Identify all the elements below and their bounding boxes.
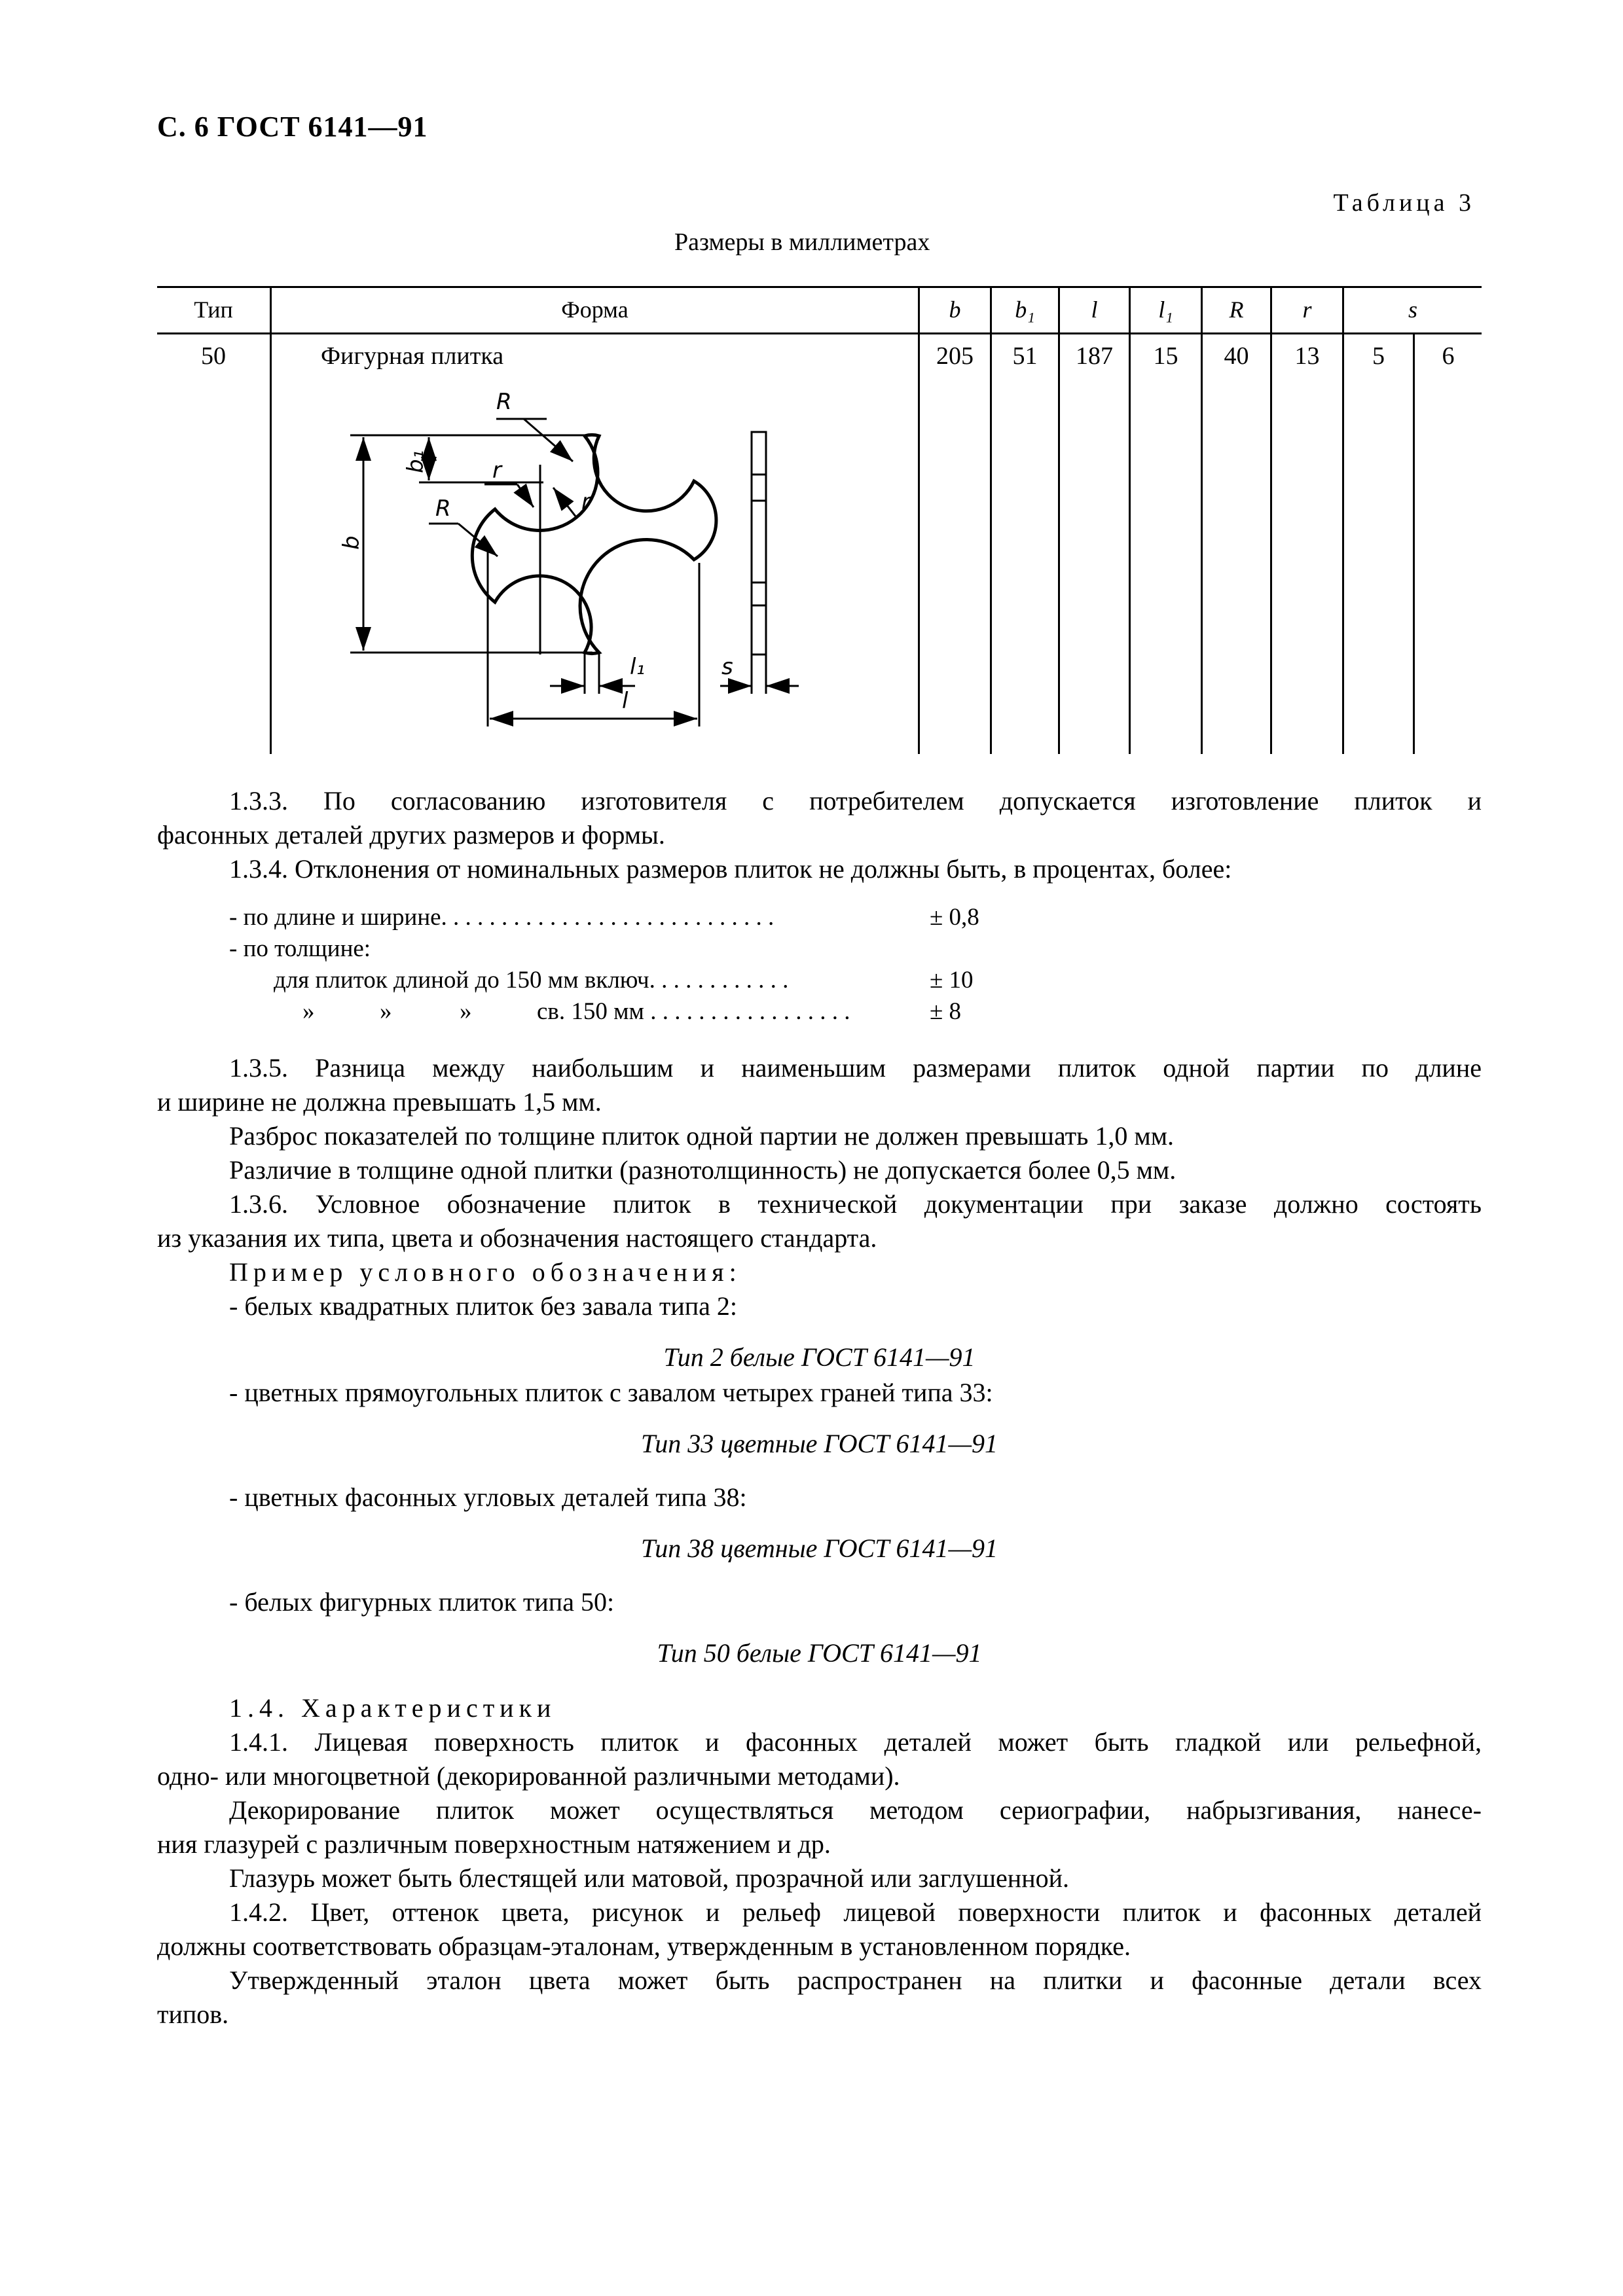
col-header-R: R (1229, 296, 1244, 323)
paragraph-1-3-3-line-1: 1.3.3. По согласованию изготовителя с потребителем допускается изготовление плиток и (229, 786, 1482, 816)
label-r-right: r (581, 489, 591, 515)
list-item-thickness-over-150: св. 150 мм . . . . . . . . . . . . . . . . . (537, 998, 850, 1025)
ditto-mark: » (460, 998, 472, 1025)
paragraph-1-4-2-line-2: должны соответствовать образцам-эталонам, утвержденным в установленном порядке. (157, 1931, 1131, 1961)
tile-technical-drawing (0, 0, 1623, 759)
leader-r-right (553, 488, 576, 517)
example-4-label: - белых фигурных плиток типа 50: (229, 1587, 615, 1617)
paragraph-1-4-1-line-1: 1.4.1. Лицевая поверхность плиток и фасонных деталей может быть гладкой или рельефной, (229, 1727, 1482, 1757)
list-value-length-width: ± 0,8 (930, 904, 979, 931)
paragraph-glaze: Глазурь может быть блестящей или матовой, прозрачной или заглушенной. (229, 1863, 1070, 1893)
label-b: b (338, 535, 365, 550)
example-2-label: - цветных прямоугольных плиток с завалом четырех граней типа 33: (229, 1378, 993, 1407)
list-item-length-width: - по длине и ширине. . . . . . . . . . . . . . . . . . . . . . . . . . . . (229, 904, 775, 931)
cell-r: 13 (1294, 342, 1320, 370)
cell-type: 50 (201, 342, 226, 370)
table-number: Таблица 3 (1333, 189, 1475, 217)
paragraph-1-4-2-line-1: 1.4.2. Цвет, оттенок цвета, рисунок и рельеф лицевой поверхности плиток и фасонных деталей (229, 1897, 1482, 1927)
paragraph-1-3-5-line-2: и ширине не должна превышать 1,5 мм. (157, 1087, 602, 1117)
leader-R-top-line (524, 419, 573, 461)
paragraph-etalon-line-2: типов. (157, 2000, 229, 2029)
list-value-thickness-upto-150: ± 10 (930, 967, 974, 994)
cell-l1: 15 (1153, 342, 1178, 370)
example-3-label: - цветных фасонных угловых деталей типа 38: (229, 1482, 747, 1512)
col-header-type: Тип (194, 296, 233, 323)
paragraph-thickness-difference: Различие в толщине одной плитки (разнотолщинность) не допускается более 0,5 мм. (229, 1155, 1176, 1185)
example-1-label: - белых квадратных плиток без завала типа 2: (229, 1291, 738, 1321)
paragraph-etalon-line-1: Утвержденный эталон цвета может быть распространен на плитки и фасонные детали всех (229, 1965, 1482, 1995)
col-header-form: Форма (561, 296, 629, 323)
col-header-r: r (1302, 296, 1312, 323)
example-1-code: Тип 2 белые ГОСТ 6141—91 (663, 1342, 976, 1372)
paragraph-1-3-6-line-1: 1.3.6. Условное обозначение плиток в технической документации при заказе должно состоять (229, 1189, 1482, 1219)
paragraph-spread: Разброс показателей по толщине плиток одной партии не должен превышать 1,0 мм. (229, 1121, 1175, 1151)
label-b1: b₁ (403, 450, 429, 473)
col-header-b: b (949, 296, 961, 323)
paragraph-decoration-line-2: ния глазурей с различным поверхностным натяжением и др. (157, 1829, 831, 1859)
cell-form: Фигурная плитка (321, 342, 504, 370)
label-R-top: R (496, 389, 512, 415)
section-1-4-heading: 1.4. Характеристики (229, 1693, 556, 1723)
list-item-thickness-upto-150: для плиток длиной до 150 мм включ. . . . . . . . . . . . (274, 967, 789, 994)
example-heading: Пример условного обозначения: (229, 1257, 742, 1287)
example-4-code: Тип 50 белые ГОСТ 6141—91 (657, 1638, 982, 1668)
cell-R: 40 (1224, 342, 1249, 370)
label-r-left: r (492, 457, 501, 484)
ditto-mark: » (380, 998, 392, 1025)
col-header-l1: l₁ (1158, 296, 1173, 323)
list-item-thickness: - по толщине: (229, 935, 371, 962)
paragraph-1-4-1-line-2: одно- или многоцветной (декорированной различными методами). (157, 1761, 900, 1791)
leader-r-left-line (517, 484, 534, 507)
paragraph-1-3-6-line-2: из указания их типа, цвета и обозначения настоящего стандарта. (157, 1223, 877, 1253)
label-l1: l₁ (630, 654, 646, 680)
label-R-left: R (435, 495, 451, 522)
paragraph-1-3-4: 1.3.4. Отклонения от номинальных размеров плиток не должны быть, в процентах, более: (229, 854, 1232, 884)
label-l: l (622, 688, 629, 714)
col-header-s: s (1408, 296, 1417, 323)
table-subtitle: Размеры в миллиметрах (674, 228, 930, 256)
tile-side-view (752, 432, 766, 655)
cell-l: 187 (1076, 342, 1113, 370)
paragraph-1-3-5-line-1: 1.3.5. Разница между наибольшим и наименьшим размерами плиток одной партии по длине (229, 1053, 1482, 1083)
paragraph-1-3-3-line-2: фасонных деталей других размеров и формы. (157, 820, 665, 850)
col-header-b1: b₁ (1015, 296, 1035, 323)
example-2-code: Тип 33 цветные ГОСТ 6141—91 (640, 1429, 998, 1458)
cell-s-max: 6 (1442, 342, 1455, 370)
cell-s-min: 5 (1372, 342, 1385, 370)
ditto-mark: » (302, 998, 315, 1025)
example-3-code: Тип 38 цветные ГОСТ 6141—91 (640, 1534, 998, 1563)
cell-b1: 51 (1012, 342, 1038, 370)
label-s: s (721, 654, 733, 680)
page-header: С. 6 ГОСТ 6141—91 (157, 111, 428, 143)
paragraph-decoration-line-1: Декорирование плиток может осуществляться методом сериографии, набрызгивания, нанесе- (229, 1795, 1482, 1825)
list-value-thickness-over-150: ± 8 (930, 998, 962, 1025)
col-header-l: l (1091, 296, 1098, 323)
cell-b: 205 (936, 342, 974, 370)
tile-contour (472, 435, 716, 653)
